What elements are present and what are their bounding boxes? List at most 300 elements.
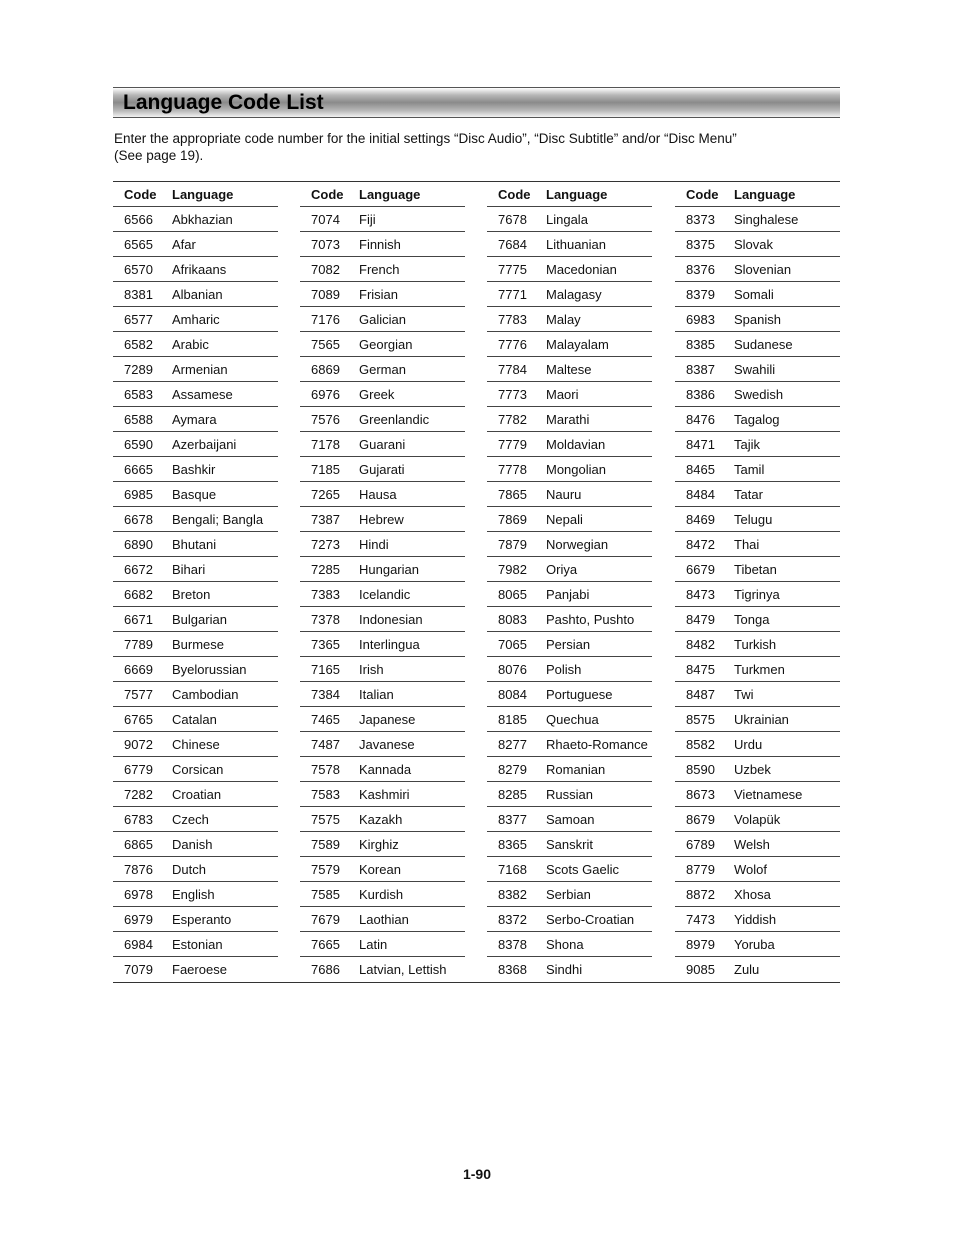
page-number: 1-90 <box>462 1166 492 1182</box>
language-code: 7168 <box>498 862 527 877</box>
language-code: 8279 <box>498 762 527 777</box>
table-row <box>300 257 465 282</box>
language-name: Faeroese <box>172 962 227 977</box>
language-code: 7073 <box>311 237 340 252</box>
language-name: Bengali; Bangla <box>172 512 264 527</box>
language-name: Latin <box>359 937 388 952</box>
table-row <box>487 882 652 907</box>
language-name: Nauru <box>546 487 582 502</box>
language-code: 6570 <box>124 262 153 277</box>
language-name: Samoan <box>546 812 595 827</box>
language-name: Slovak <box>734 237 774 252</box>
language-code: 7778 <box>498 462 527 477</box>
language-code: 7779 <box>498 437 527 452</box>
language-name: Dutch <box>172 862 206 877</box>
table-column <box>300 182 465 981</box>
language-code: 6588 <box>124 412 153 427</box>
table-row <box>675 557 840 582</box>
table-row <box>113 557 278 582</box>
language-name: Burmese <box>172 637 225 652</box>
language-name: Abkhazian <box>172 212 233 227</box>
table-row <box>113 357 278 382</box>
language-code: 8979 <box>686 937 715 952</box>
language-name: Corsican <box>172 762 224 777</box>
table-row <box>675 657 840 682</box>
language-name: Armenian <box>172 362 228 377</box>
language-code: 7775 <box>498 262 527 277</box>
language-code: 8378 <box>498 937 527 952</box>
language-name: Portuguese <box>546 687 613 702</box>
table-row <box>300 907 465 932</box>
language-code: 7185 <box>311 462 340 477</box>
table-row <box>675 857 840 882</box>
language-code: 7576 <box>311 412 340 427</box>
table-row <box>300 657 465 682</box>
language-name: Cambodian <box>172 687 239 702</box>
language-code: 8083 <box>498 612 527 627</box>
language-name: Singhalese <box>734 212 799 227</box>
language-name: Swedish <box>734 387 784 402</box>
header-code: Code <box>124 187 157 202</box>
table-row <box>300 507 465 532</box>
table-row <box>113 832 278 857</box>
table-header-row <box>300 182 465 207</box>
table-row <box>113 282 278 307</box>
language-name: Panjabi <box>546 587 590 602</box>
table-row <box>487 657 652 682</box>
language-name: Basque <box>172 487 217 502</box>
table-row <box>300 857 465 882</box>
language-name: Oriya <box>546 562 578 577</box>
language-name: Danish <box>172 837 213 852</box>
page-title: Language Code List <box>123 91 324 114</box>
language-code: 8479 <box>686 612 715 627</box>
language-name: Volapük <box>734 812 781 827</box>
language-code: 6765 <box>124 712 153 727</box>
header-code: Code <box>686 187 719 202</box>
table-row <box>487 457 652 482</box>
table-column <box>113 182 278 981</box>
language-name: Albanian <box>172 287 223 302</box>
language-name: Tajik <box>734 437 761 452</box>
table-row <box>113 382 278 407</box>
language-code: 8487 <box>686 687 715 702</box>
language-name: Irish <box>359 662 384 677</box>
language-code: 8465 <box>686 462 715 477</box>
language-code: 8277 <box>498 737 527 752</box>
language-name: Tamil <box>734 462 765 477</box>
language-name: Gujarati <box>359 462 405 477</box>
language-name: German <box>359 362 406 377</box>
language-code: 7686 <box>311 962 340 977</box>
table-row <box>487 307 652 332</box>
table-row <box>113 257 278 282</box>
language-name: Turkish <box>734 637 777 652</box>
table-row <box>113 932 278 957</box>
language-name: Finnish <box>359 237 401 252</box>
language-name: Azerbaijani <box>172 437 237 452</box>
language-code: 7579 <box>311 862 340 877</box>
language-name: Sanskrit <box>546 837 593 852</box>
language-code: 8065 <box>498 587 527 602</box>
language-name: Slovenian <box>734 262 792 277</box>
table-row <box>487 232 652 257</box>
language-code: 7273 <box>311 537 340 552</box>
language-code: 7289 <box>124 362 153 377</box>
language-code: 7065 <box>498 637 527 652</box>
language-name: Wolof <box>734 862 767 877</box>
language-code: 8185 <box>498 712 527 727</box>
language-code: 7773 <box>498 387 527 402</box>
table-row <box>113 482 278 507</box>
language-code: 6682 <box>124 587 153 602</box>
language-code: 7282 <box>124 787 153 802</box>
table-row <box>487 407 652 432</box>
table-row <box>113 857 278 882</box>
language-code: 7771 <box>498 287 527 302</box>
language-name: Assamese <box>172 387 233 402</box>
language-name: Hungarian <box>359 562 419 577</box>
language-name: Hausa <box>359 487 397 502</box>
table-row <box>300 407 465 432</box>
language-code: 9072 <box>124 737 153 752</box>
table-row <box>113 732 278 757</box>
language-code: 6984 <box>124 937 153 952</box>
language-code: 7869 <box>498 512 527 527</box>
language-code: 7678 <box>498 212 527 227</box>
table-row <box>675 907 840 932</box>
language-code: 6976 <box>311 387 340 402</box>
language-name: Frisian <box>359 287 399 302</box>
table-row <box>675 232 840 257</box>
language-code: 7784 <box>498 362 527 377</box>
header-language: Language <box>359 187 421 202</box>
table-row <box>113 782 278 807</box>
table-row <box>487 807 652 832</box>
language-name: Greek <box>359 387 395 402</box>
table-row <box>300 882 465 907</box>
language-code: 7089 <box>311 287 340 302</box>
table-row <box>113 657 278 682</box>
language-code: 6583 <box>124 387 153 402</box>
table-row <box>300 432 465 457</box>
language-name: Korean <box>359 862 401 877</box>
language-name: Tibetan <box>734 562 777 577</box>
table-row <box>300 632 465 657</box>
table-row <box>487 632 652 657</box>
language-name: Thai <box>734 537 760 552</box>
table-row <box>300 307 465 332</box>
language-name: Persian <box>546 637 591 652</box>
table-row <box>675 432 840 457</box>
language-name: Mongolian <box>546 462 606 477</box>
table-row <box>675 632 840 657</box>
language-name: Greenlandic <box>359 412 430 427</box>
language-code: 8575 <box>686 712 715 727</box>
table-row <box>300 732 465 757</box>
table-header-row <box>675 182 840 207</box>
language-name: Kazakh <box>359 812 403 827</box>
language-name: Amharic <box>172 312 220 327</box>
table-row <box>300 332 465 357</box>
language-code: 8679 <box>686 812 715 827</box>
table-row <box>113 207 278 232</box>
language-code: 6865 <box>124 837 153 852</box>
language-code: 7265 <box>311 487 340 502</box>
language-name: Arabic <box>172 337 209 352</box>
language-code: 8872 <box>686 887 715 902</box>
language-code: 8475 <box>686 662 715 677</box>
table-row <box>113 607 278 632</box>
table-row <box>113 707 278 732</box>
language-code: 6985 <box>124 487 153 502</box>
language-name: Bulgarian <box>172 612 227 627</box>
language-name: Maltese <box>546 362 592 377</box>
table-row <box>675 932 840 957</box>
language-name: Tonga <box>734 612 770 627</box>
table-row <box>113 757 278 782</box>
language-code: 6566 <box>124 212 153 227</box>
language-code: 7865 <box>498 487 527 502</box>
language-name: Kannada <box>359 762 412 777</box>
language-code: 7665 <box>311 937 340 952</box>
language-code: 8375 <box>686 237 715 252</box>
language-name: Tigrinya <box>734 587 780 602</box>
language-name: Breton <box>172 587 211 602</box>
table-column <box>675 182 840 981</box>
language-code: 6678 <box>124 512 153 527</box>
table-row <box>675 582 840 607</box>
table-row <box>487 732 652 757</box>
table-row <box>300 957 465 981</box>
language-code: 7473 <box>686 912 715 927</box>
table-row <box>113 307 278 332</box>
language-code: 7982 <box>498 562 527 577</box>
language-name: Welsh <box>734 837 770 852</box>
language-name: Italian <box>359 687 394 702</box>
language-code: 8472 <box>686 537 715 552</box>
language-code: 8377 <box>498 812 527 827</box>
language-name: Shona <box>546 937 584 952</box>
language-name: Interlingua <box>359 637 420 652</box>
table-row <box>300 582 465 607</box>
table-row <box>487 782 652 807</box>
language-name: Esperanto <box>172 912 232 927</box>
table-row <box>487 257 652 282</box>
language-name: Bhutani <box>172 537 217 552</box>
table-row <box>487 607 652 632</box>
table-row <box>113 432 278 457</box>
language-name: Malagasy <box>546 287 602 302</box>
language-code: 6890 <box>124 537 153 552</box>
language-name: Byelorussian <box>172 662 247 677</box>
language-name: Ukrainian <box>734 712 789 727</box>
language-name: Urdu <box>734 737 763 752</box>
language-code: 7082 <box>311 262 340 277</box>
language-name: Chinese <box>172 737 220 752</box>
language-name: Pashto, Pushto <box>546 612 635 627</box>
language-code: 6671 <box>124 612 153 627</box>
table-row <box>113 407 278 432</box>
language-name: Romanian <box>546 762 606 777</box>
language-name: Laothian <box>359 912 409 927</box>
table-row <box>675 832 840 857</box>
language-code: 8476 <box>686 412 715 427</box>
language-code: 7578 <box>311 762 340 777</box>
header-language: Language <box>546 187 608 202</box>
language-name: Galician <box>359 312 406 327</box>
table-row <box>113 807 278 832</box>
language-name: Sudanese <box>734 337 793 352</box>
language-name: Yiddish <box>734 912 777 927</box>
language-code: 7583 <box>311 787 340 802</box>
language-name: Afar <box>172 237 196 252</box>
language-name: Aymara <box>172 412 217 427</box>
language-code: 7378 <box>311 612 340 627</box>
language-code: 7387 <box>311 512 340 527</box>
table-row <box>113 232 278 257</box>
table-row <box>487 507 652 532</box>
language-name: English <box>172 887 215 902</box>
table-row <box>487 382 652 407</box>
language-code: 7384 <box>311 687 340 702</box>
language-name: Bihari <box>172 562 206 577</box>
language-code: 6789 <box>686 837 715 852</box>
language-code: 8381 <box>124 287 153 302</box>
language-name: Malay <box>546 312 581 327</box>
language-name: Lingala <box>546 212 588 227</box>
language-name: Xhosa <box>734 887 771 902</box>
language-code: 6590 <box>124 437 153 452</box>
language-name: Hebrew <box>359 512 404 527</box>
language-code: 6672 <box>124 562 153 577</box>
table-row <box>487 207 652 232</box>
language-code: 8382 <box>498 887 527 902</box>
table-row <box>300 232 465 257</box>
language-code: 7383 <box>311 587 340 602</box>
table-row <box>300 207 465 232</box>
language-code: 7789 <box>124 637 153 652</box>
table-row <box>300 832 465 857</box>
language-code: 7165 <box>311 662 340 677</box>
table-row <box>675 807 840 832</box>
language-name: Kurdish <box>359 887 404 902</box>
language-code: 6979 <box>124 912 153 927</box>
table-row <box>675 782 840 807</box>
table-column <box>487 182 652 981</box>
language-code: 7684 <box>498 237 527 252</box>
language-code: 8365 <box>498 837 527 852</box>
intro-text <box>114 130 834 164</box>
language-code: 7178 <box>311 437 340 452</box>
table-row <box>675 757 840 782</box>
language-name: Vietnamese <box>734 787 803 802</box>
language-code: 8484 <box>686 487 715 502</box>
language-code: 7074 <box>311 212 340 227</box>
language-name: Kirghiz <box>359 837 399 852</box>
table-header-row <box>487 182 652 207</box>
table-row <box>675 707 840 732</box>
table-row <box>487 682 652 707</box>
language-name: Kashmiri <box>359 787 410 802</box>
table-row <box>300 707 465 732</box>
language-name: Malayalam <box>546 337 609 352</box>
language-code: 6665 <box>124 462 153 477</box>
table-row <box>300 357 465 382</box>
table-row <box>487 957 652 981</box>
language-code: 8076 <box>498 662 527 677</box>
language-name: Russian <box>546 787 593 802</box>
language-code: 7782 <box>498 412 527 427</box>
language-name: Serbian <box>546 887 591 902</box>
language-code: 6582 <box>124 337 153 352</box>
table-row <box>675 382 840 407</box>
table-row <box>675 507 840 532</box>
language-name: Catalan <box>172 712 217 727</box>
language-name: Hindi <box>359 537 389 552</box>
language-code: 7679 <box>311 912 340 927</box>
language-code: 7487 <box>311 737 340 752</box>
table-row <box>675 532 840 557</box>
language-name: Rhaeto-Romance <box>546 737 648 752</box>
table-row <box>675 332 840 357</box>
language-code: 7575 <box>311 812 340 827</box>
language-code: 7565 <box>311 337 340 352</box>
language-name: Guarani <box>359 437 406 452</box>
language-name: Macedonian <box>546 262 617 277</box>
table-row <box>300 782 465 807</box>
header-language: Language <box>172 187 234 202</box>
language-name: Norwegian <box>546 537 609 552</box>
language-name: Sindhi <box>546 962 583 977</box>
language-name: French <box>359 262 400 277</box>
header-language: Language <box>734 187 796 202</box>
language-code: 7285 <box>311 562 340 577</box>
table-row <box>113 957 278 981</box>
language-code: 8582 <box>686 737 715 752</box>
language-code: 8084 <box>498 687 527 702</box>
language-name: Estonian <box>172 937 223 952</box>
language-code: 8673 <box>686 787 715 802</box>
language-code: 8379 <box>686 287 715 302</box>
table-row <box>487 557 652 582</box>
language-name: Marathi <box>546 412 590 427</box>
table-row <box>675 732 840 757</box>
table-row <box>487 707 652 732</box>
language-name: Serbo-Croatian <box>546 912 635 927</box>
language-name: Lithuanian <box>546 237 606 252</box>
table-row <box>113 907 278 932</box>
table-row <box>300 807 465 832</box>
table-bottom-rule <box>113 982 840 983</box>
language-code: 8285 <box>498 787 527 802</box>
language-code: 7585 <box>311 887 340 902</box>
language-code: 8590 <box>686 762 715 777</box>
table-row <box>300 607 465 632</box>
language-code: 8473 <box>686 587 715 602</box>
language-name: Afrikaans <box>172 262 227 277</box>
language-name: Icelandic <box>359 587 411 602</box>
table-row <box>300 532 465 557</box>
language-name: Zulu <box>734 962 760 977</box>
language-code: 6783 <box>124 812 153 827</box>
table-row <box>113 507 278 532</box>
table-row <box>300 457 465 482</box>
language-name: Polish <box>546 662 582 677</box>
table-row <box>487 582 652 607</box>
language-name: Somali <box>734 287 774 302</box>
language-name: Japanese <box>359 712 416 727</box>
